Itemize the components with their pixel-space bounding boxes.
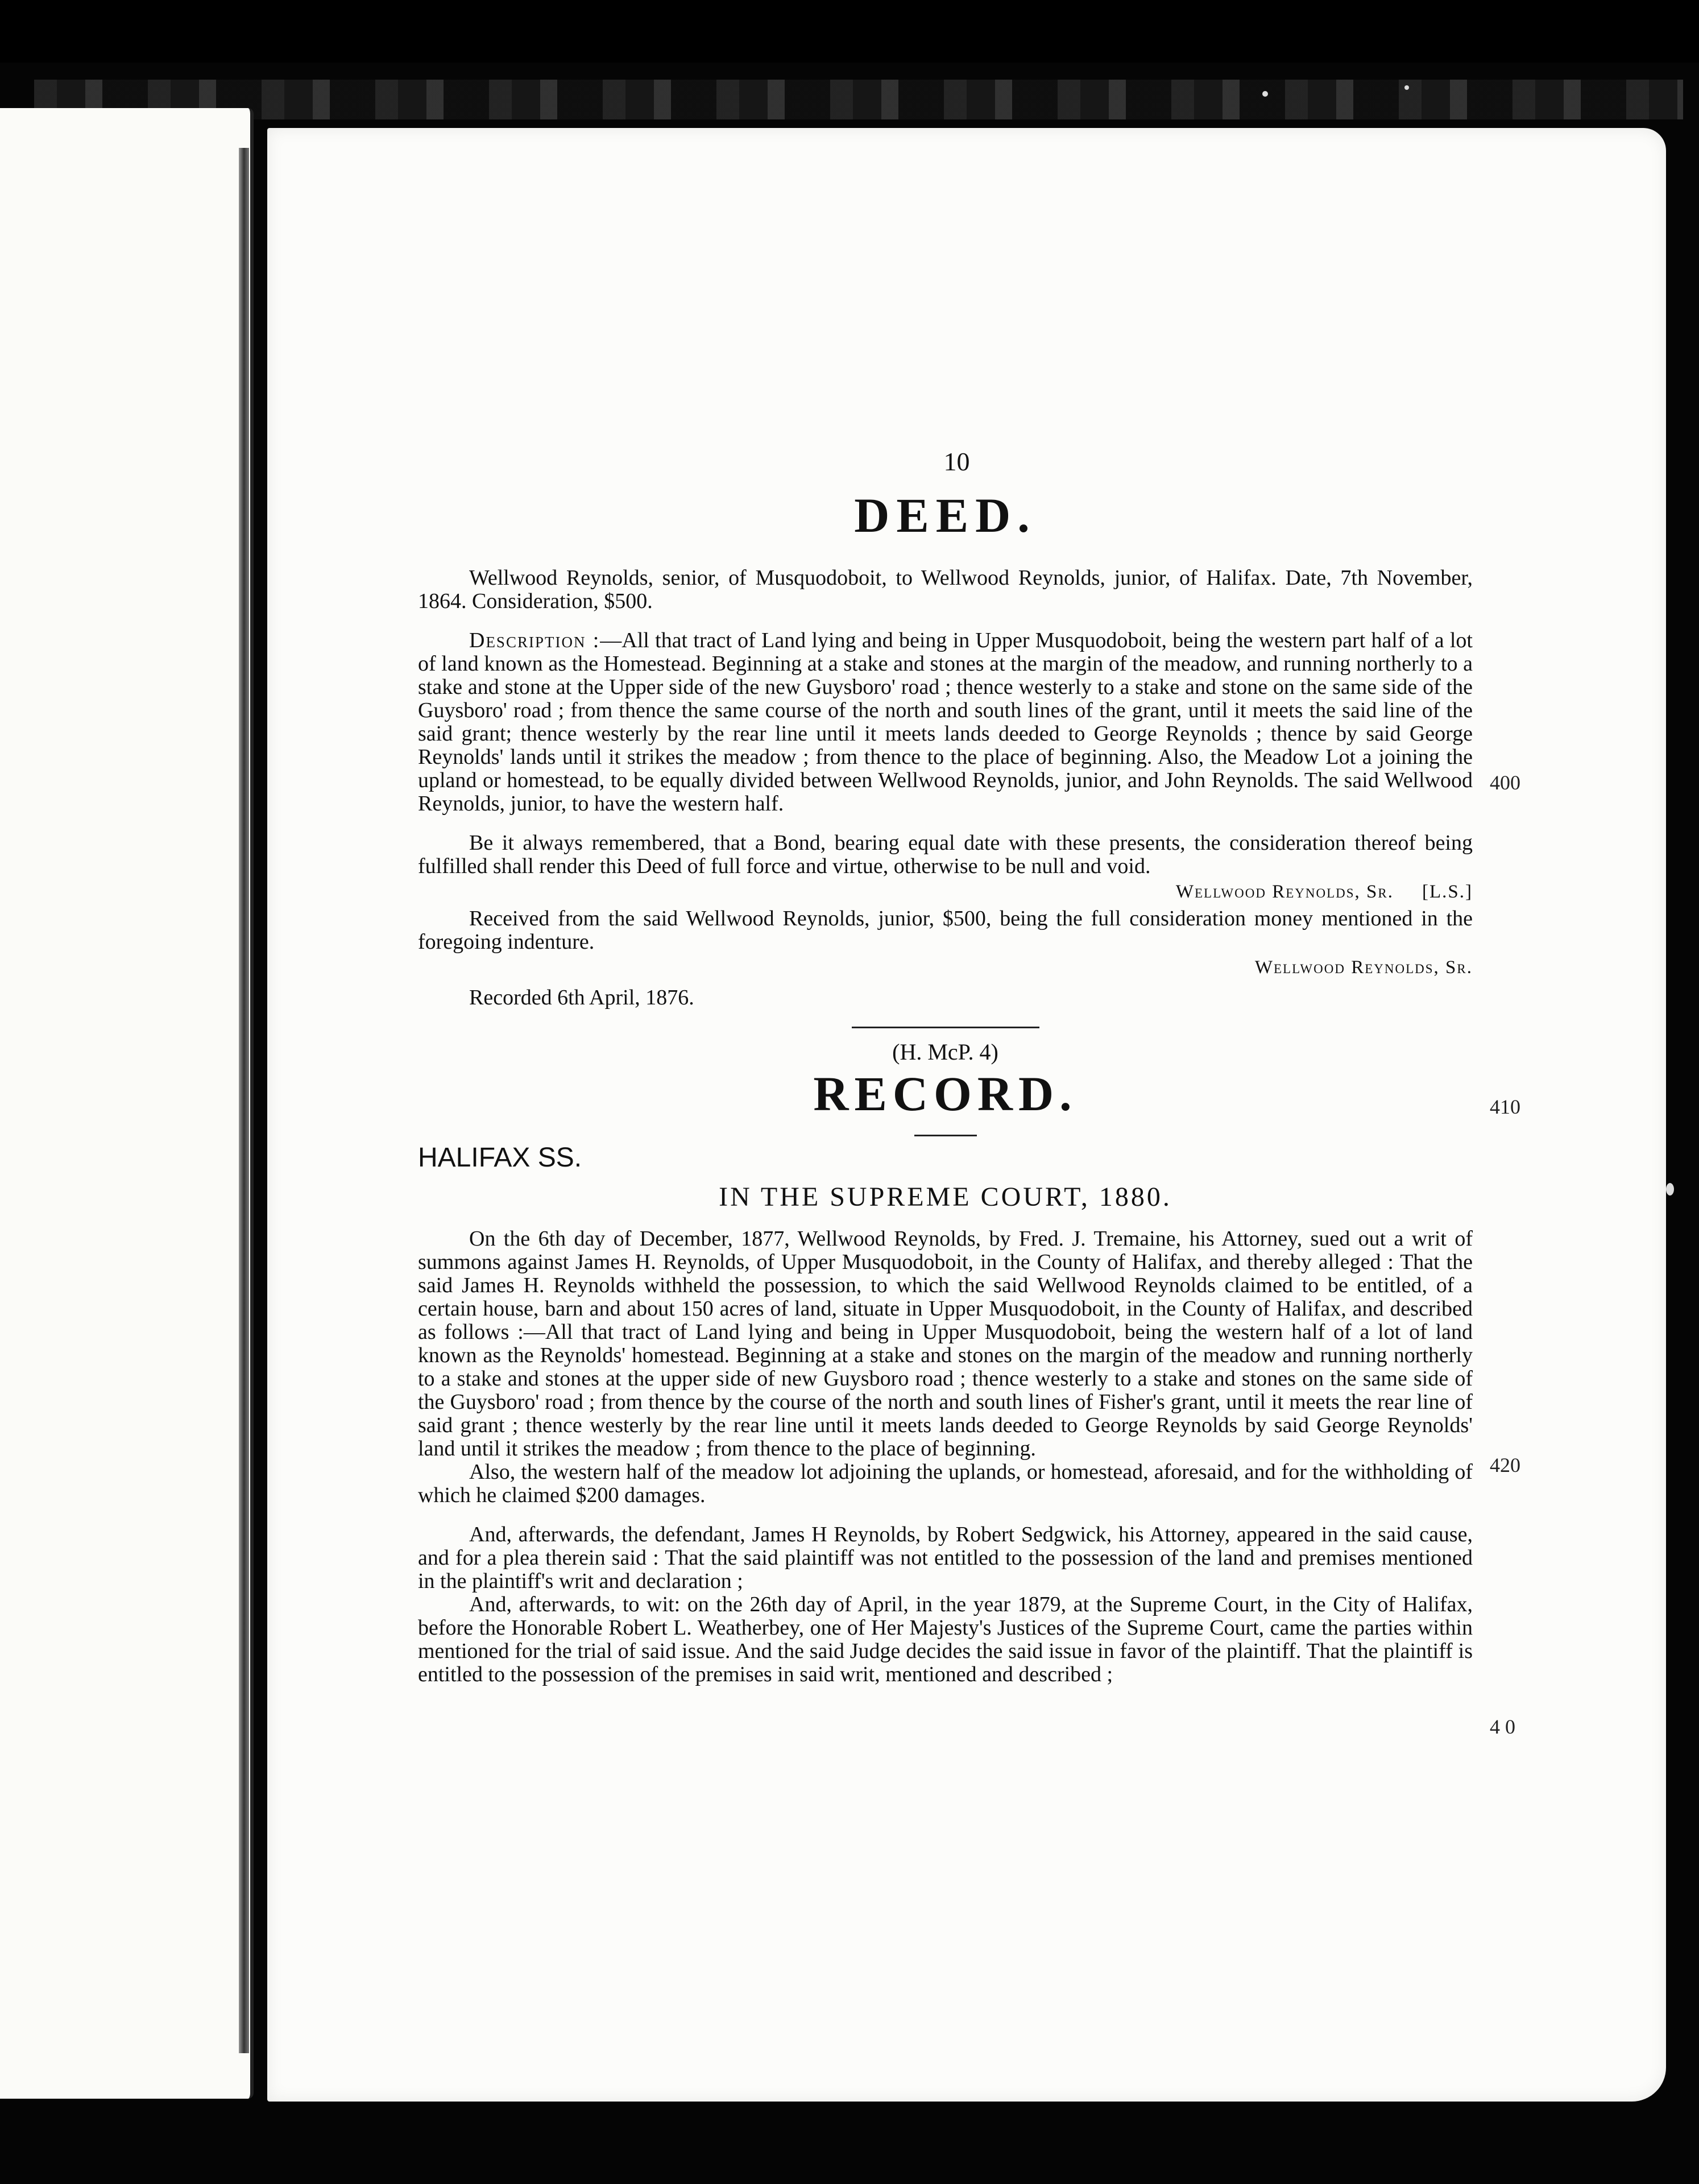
title-underline [914,1135,977,1136]
signature-line-1 [418,882,1473,903]
description-text: —All that tract of Land lying and being in Upper Musquodoboit, being the western part half of a lot of land known as the Homestead. Beginning at a stake and stones at the margin of the meadow, and running northerly to a stake and stone at the Upper side of the new Guysboro' road ; thence westerly to a stake and stone on the same side of the Guysboro' road ; from thence the same course of the north and south lines of the grant, until it meets the said line of the said grant; thence westerly by the rear line until it meets lands deeded to George Reynolds ; thence by said George Reynolds' lands until it strikes the meadow ; from thence to the place of beginning. Also, the Meadow Lot a joining the upland or homestead, to be equally divided between Wellwood Reynolds, junior, and John Reynolds. The said Wellwood Reynolds, junior, to have the western half. [418,628,1473,816]
margin-line-number: 4 0 [1490,1715,1515,1738]
record-reference: (H. McP. 4) [892,1039,998,1065]
section-divider [852,1027,1039,1028]
description-label: Description : [469,628,600,652]
deed-description [418,629,1473,816]
deed-recorded: Recorded 6th April, 1876. [469,986,694,1010]
scan-speck [1666,1183,1674,1196]
record-para-1: On the 6th day of December, 1877, Wellwood Reynolds, by Fred. J. Tremaine, his Attorney, sued out a writ of summons against James H. Reynolds, of Upper Musquodoboit, in the County of Halifax, and thereby alleged : That the said James H. Reynolds withheld the possession, to which the said Wellwood Reynolds claimed to be entitled, of a certain house, barn and about 150 acres of land, situate in Upper Musquodoboit, in the County of Halifax, and described as follows :—All that tract of Land lying and being in Upper Musquodoboit, being the western half of a lot of land known as the Reynolds' homestead. Beginning at a stake and stones on the margin of the meadow and running northerly to a stake and stones at the upper side of new Guysboro road ; thence westerly to a stake and stones on the same side of the Guysboro' road ; from thence by the course of the north and south lines of Fisher's grant, until it meets the rear line of said grant ; thence westerly by the rear line until it meets lands deeded to George Reynolds by said George Reynolds' land until it strikes the meadow ; from thence to the place of beginning. [418,1227,1473,1461]
scan-speck [1262,91,1268,97]
page-number: 10 [943,447,970,476]
left-page-blank [0,108,254,2099]
margin-line-number: 400 [1490,771,1520,794]
record-para-3: And, afterwards, the defendant, James H Reynolds, by Robert Sedgwick, his Attorney, appeared in the said cause, and for a plea therein said : That the said plaintiff was not entitled to the possession of the land and premises mentioned in the plaintiff's writ and declaration ; [418,1523,1473,1593]
page-content [418,446,1473,1686]
deed-intro: Wellwood Reynolds, senior, of Musquodoboit, to Wellwood Reynolds, junior, of Halifax. Date, 7th November, 1864. Consideration, $500. [418,566,1473,613]
signature-2: Wellwood Reynolds, Sr. [1254,957,1473,978]
record-title: RECORD. [813,1066,1078,1121]
scan-border-top [0,0,1699,63]
signature-1: Wellwood Reynolds, Sr. [1175,882,1394,902]
deed-receipt: Received from the said Wellwood Reynolds, junior, $500, being the full consideration money mentioned in the foregoing indenture. [418,907,1473,954]
book-gutter [239,148,249,2053]
record-court: IN THE SUPREME COURT, 1880. [719,1182,1172,1212]
record-para-4: And, afterwards, to wit: on the 26th day of April, in the year 1879, at the Supreme Court, in the City of Halifax, before the Honorable Robert L. Weatherbey, one of Her Majesty's Justices of the Supreme Court, came the parties within mentioned for the trial of said issue. And the said Judge decides the said issue in favor of the plaintiff. That the plaintiff is entitled to the possession of the premises in said writ, mentioned and described ; [418,1592,1473,1686]
record-venue: HALIFAX SS. [418,1143,582,1173]
margin-line-number: 410 [1490,1095,1520,1118]
deed-title: DEED. [854,488,1037,543]
margin-line-number: 420 [1490,1454,1520,1476]
deed-bond-clause: Be it always remembered, that a Bond, bearing equal date with these presents, the consideration thereof being fulfilled shall render this Deed of full force and virtue, otherwise to be null and void. [418,831,1473,878]
document-page [267,128,1666,2102]
record-para-2: Also, the western half of the meadow lot adjoining the uplands, or homestead, aforesaid, and for the withholding of which he claimed $200 damages. [418,1460,1473,1507]
scan-speck [1404,85,1409,90]
seal-mark: [L.S.] [1422,882,1473,902]
scan-film-strip [34,80,1683,119]
signature-line-2 [418,957,1473,978]
